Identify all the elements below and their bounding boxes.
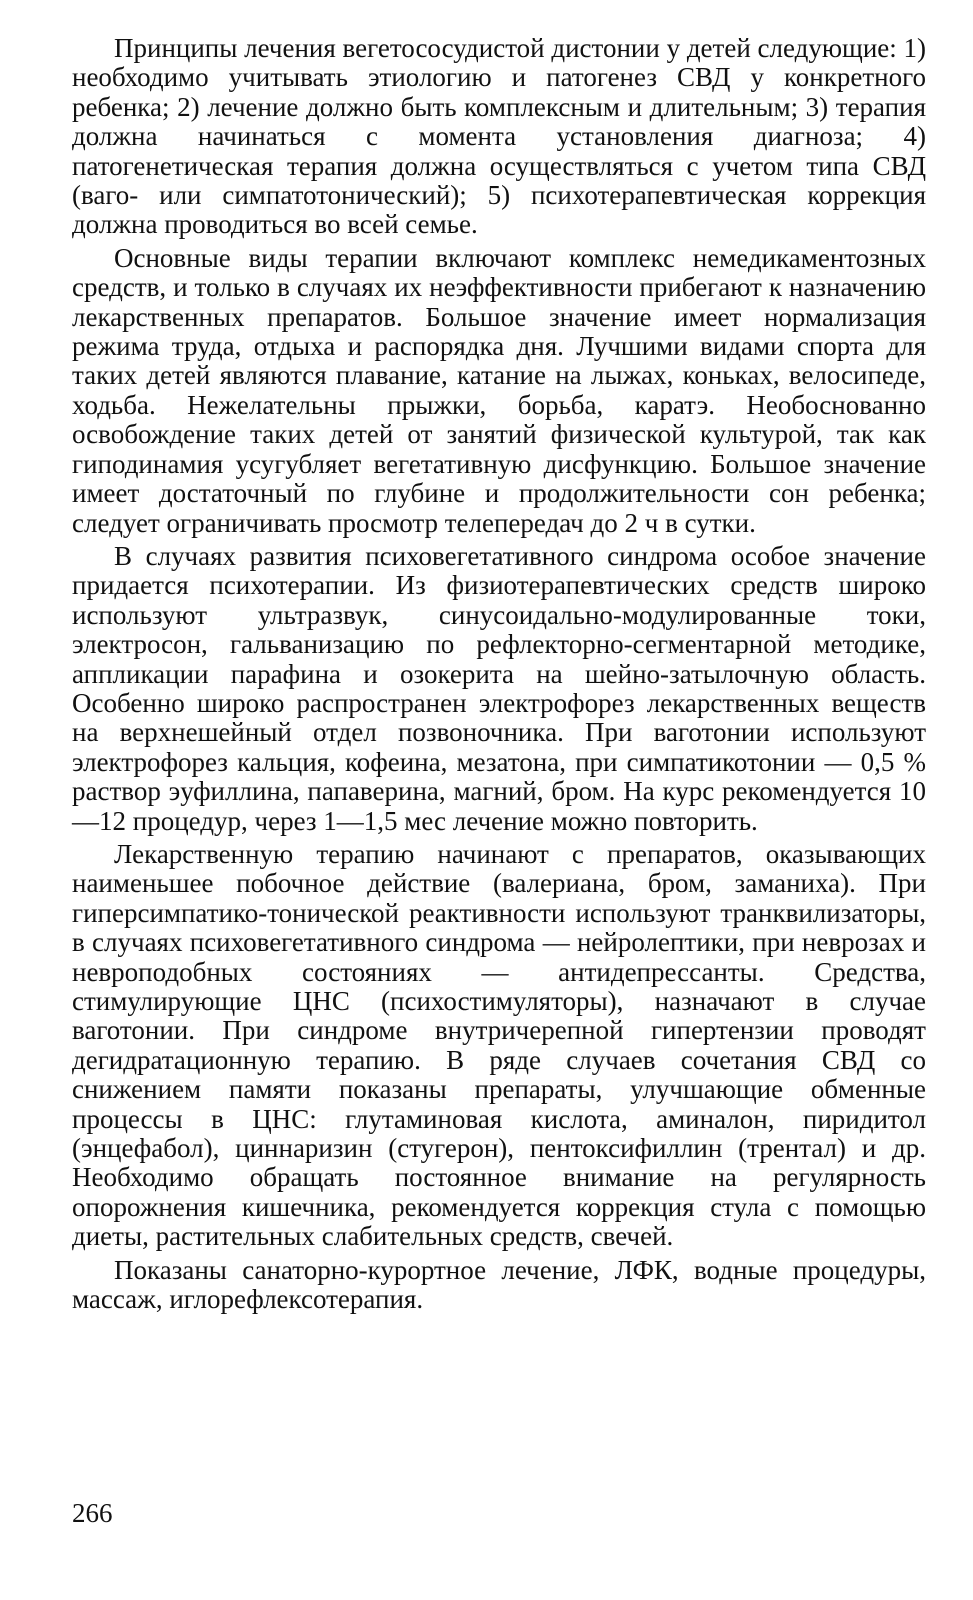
paragraph-sanatorium: Показаны санаторно-курортное лечение, ЛФК, водные процедуры, массаж, иглорефлексотерапия. [72, 1254, 926, 1315]
paragraph-drug-therapy: Лекарственную терапию начинают с препаратов, оказывающих наименьшее побочное действие (валериана, бром, заманиха). При гиперсимпатико-тонической реактивности используют транквилизаторы, в случаях психовегетативного синдрома — нейролептики, при неврозах и невроподобных состояниях — антидепрессанты. Средства, стимулирующие ЦНС (психостимуляторы), назначают в случае ваготонии. При синдроме внутричерепной гипертензии проводят дегидратационную терапию. В ряде случаев сочетания СВД со снижением памяти показаны препараты, улучшающие обменные процессы в ЦНС: глутаминовая кислота, аминалон, пиридитол (энцефабол), циннаризин (стугерон), пентоксифиллин (трентал) и др. Необходимо обращать постоянное внимание на регулярность опорожнения кишечника, рекомендуется коррекция стула с помощью диеты, растительных слабительных средств, свечей. [72, 838, 926, 1252]
paragraph-non-drug-therapy: Основные виды терапии включают комплекс немедикаментозных средств, и только в случаях их неэффективности прибегают к назначению лекарственных препаратов. Большое значение имеет нормализация режима труда, отдыха и распорядка дня. Лучшими видами спорта для таких детей являются плавание, катание на лыжах, коньках, велосипеде, ходьба. Нежелательны прыжки, борьба, каратэ. Необоснованно освобождение таких детей от занятий физической культурой, так как гиподинамия усугубляет вегетативную дисфункцию. Большое значение имеет достаточный по глубине и продолжительности сон ребенка; следует ограничивать просмотр телепередач до 2 ч в сутки. [72, 242, 926, 538]
paragraph-treatment-principles: Принципы лечения вегетососудистой дистонии у детей следующие: 1) необходимо учитывать этиологию и патогенез СВД у конкретного ребенка; 2) лечение должно быть комплексным и длительным; 3) терапия должна начинаться с момента установления диагноза; 4) патогенетическая терапия должна осуществляться с учетом типа СВД (ваго- или симпатотонический); 5) психотерапевтическая коррекция должна проводиться во всей семье. [72, 33, 926, 240]
paragraph-physiotherapy: В случаях развития психовегетативного синдрома особое значение придается психотерапии. Из физиотерапевтических средств широко используют ультразвук, синусоидально-модулированные токи, электросон, гальванизацию по рефлекторно-сегментарной методике, аппликации парафина и озокерита на шейно-затылочную область. Особенно широко распространен электрофорез лекарственных веществ на верхнешейный отдел позвоночника. При ваготонии используют электрофорез кальция, кофеина, мезатона, при симпатикотонии — 0,5 % раствор эуфиллина, папаверина, магний, бром. На курс рекомендуется 10—12 процедур, через 1—1,5 мес лечение можно повторить. [72, 540, 926, 836]
page-body [72, 34, 926, 1318]
page-number: 266 [72, 1498, 113, 1528]
